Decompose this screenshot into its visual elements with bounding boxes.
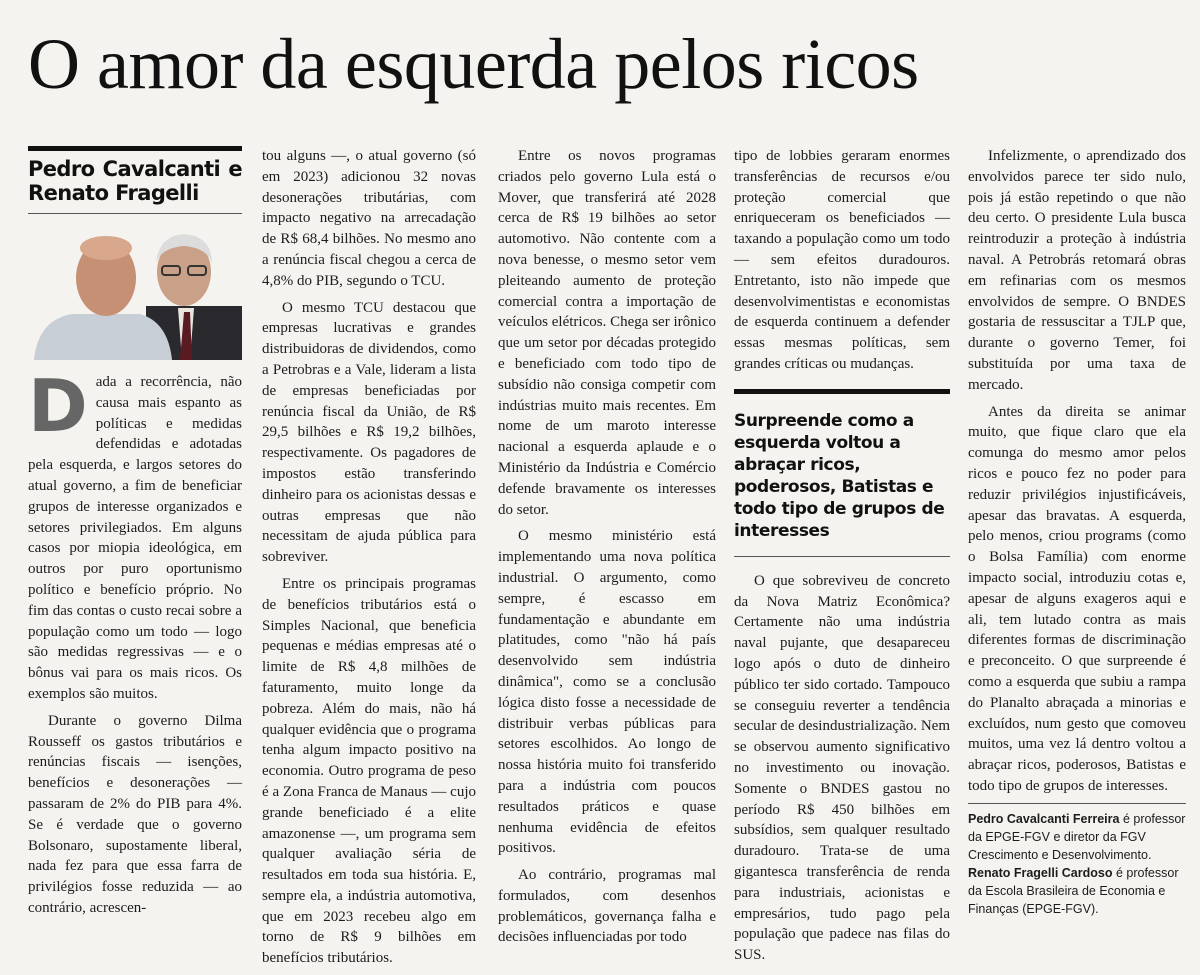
column-5 [968,146,1186,918]
paragraph [28,364,242,705]
pull-quote-text: Surpreende como a esquerda voltou a abraçar ricos, poderosos, Batistas e todo tipo de grupos de interesses [734,410,945,541]
paragraph: Infelizmente, o aprendizado dos envolvidos parece ter sido nulo, pois já estão repetindo o que não deu certo. O presidente Lula busca reintroduzir a proteção à indústria naval. A Petrobrás retomará obras em refinarias com os mesmos envolvidos de sempre. O BNDES gostaria de ressuscitar a TJLP que, durante o governo Temer, foi substituída por uma taxa de mercado. [968,148,1186,393]
author-bio [968,864,1186,918]
divider [28,213,242,214]
authors-photo-graphic [28,224,242,360]
paragraph: O mesmo ministério está implementando uma nova política industrial. O argumento, como sempre, é escasso em fundamentação e abundante em platitudes, como "não há país desenvolvido sem indústria dinâmica", como se a conclusão lógica disto fosse a necessidade de distribuir verbas públicas para setores escolhidos. Ao longo de nossa história muito foi transferido para a indústria com poucos resultados práticos e quase nenhuma evidência de efeitos positivos. [498,528,716,857]
author-name: Pedro Cavalcanti Ferreira [968,811,1120,826]
paragraph: tipo de lobbies geraram enormes transferências de recursos e/ou proteção comercial que enriqueceram os beneficiados — taxando a população como um todo — sem efeitos duradouros. Entretanto, isto não impede que desenvolvimentistas e economistas de esquerda continuem a defender essas mesmas políticas, sem grandes críticas ou mudanças. [734,148,950,372]
paragraph-text: ada a recorrência, não causa mais espanto as políticas e medidas defendidas e adotadas pela esquerda, e largos setores do atual governo, a fim de beneficiar grupos de interesse organizados e setores privilegiados. Em alguns casos por miopia ideológica, em outros por puro oportunismo político e benefício próprio. No fim das contas o custo recai sobre a população como um todo — logo são medidas regressivas — e o bônus vai para os mais ricos. Os exemplos são muitos. [28,374,242,702]
paragraph: O mesmo TCU destacou que empresas lucrativas e grandes distribuidoras de dividendos, como a Petrobras e a Vale, lideram a lista de empresas beneficiadas por renúncia fiscal da União, de R$ 29,5 bilhões e R$ 19,2 bilhões, respectivamente. Os pagadores de impostos estão transferindo dinheiro para os acionistas dessas e outras empresas que não necessitam de ajuda pública para sobreviver. [262,299,476,566]
column-4 [734,146,950,972]
drop-cap: D [28,364,88,448]
author-name: Renato Fragelli Cardoso [968,865,1113,880]
paragraph: tou alguns —, o atual governo (só em 2023) adicionou 32 novas desonerações tributárias, com impacto negativo na arrecadação de R$ 68,4 bilhões. No mesmo ano a renúncia fiscal chegou a cerca de 4,8% do PIB, segundo o TCU. [262,148,476,289]
author-bio-text: é professor da Escola Brasileira de Economia e Finanças (EPGE-FGV). [968,865,1179,916]
pull-quote [734,389,950,557]
author-bio [968,810,1186,864]
authors-photo [28,224,242,360]
column-3 [498,146,716,954]
author-bios [968,803,1186,918]
paragraph: Entre os principais programas de benefícios tributários está o Simples Nacional, que beneficia pequenas e médias empresas até o limite de R$ 4,8 milhões de faturamento, muito longe da pobreza. Além do mais, não há qualquer evidência que o programa tenha algum impacto positivo na economia. Outro programa de peso é a Zona Franca de Manaus — cujo grande beneficiado é a elite amazonense —, um programa sem qualquer avaliação séria de resultados em toda sua história. E, sempre ela, a indústria automotiva, que em 2023 recebeu algo em torno de R$ 9 bilhões em benefícios tributários. [262,575,476,967]
column-2 [262,146,476,975]
author-bio-text: é professor da EPGE-FGV e diretor da FGV Crescimento e Desenvolvimento. [968,811,1186,862]
paragraph: Ao contrário, programas mal formulados, com desenhos problemáticos, governança falha e decisões influenciadas por todo [498,867,716,946]
article-title: O amor da esquerda pelos ricos [28,24,919,104]
paragraph: Durante o governo Dilma Rousseff os gastos tributários e renúncias fiscais — isenções, benefícios e desonerações — passaram de 2% do PIB para 4%. Se é verdade que o governo Bolsonaro, supostamente liberal, nada fez para que essa farra de privilégios fosse reduzida — ao contrário, acrescen- [28,712,242,916]
paragraph: O que sobreviveu de concreto da Nova Matriz Econômica? Certamente não uma indústria naval pujante, que desapareceu logo após o duto de dinheiro público ter sido cortado. Tampouco se conseguiu reverter a tendência secular de desindustrialização. Nem se observou aumento significativo no investimento ou inovação. Somente o BNDES gastou no período R$ 450 bilhões em subsídios, sem qualquer resultado duradouro. Trata-se de uma gigantesca transferência de renda para industriais, acionistas e empresários, tudo pago pela população que padece nas filas do SUS. [734,572,950,964]
column-1 [28,146,242,925]
authors-heading: Pedro Cavalcanti e Renato Fragelli [28,157,242,205]
header-rule [28,146,242,151]
paragraph: Antes da direita se animar muito, que fique claro que ela comunga do mesmo amor pelos ricos e pouco fez no poder para reduzir privilégios injustificáveis, apesar das bravatas. A esquerda, pelo menos, criou programs (como o Bolsa Família) com enorme impacto social, introduziu cotas e, apesar de alguns exageros aqui e ali, tem lutado contra as mais diferentes formas de discriminação e preconceito. O que surpreende é como a esquerda que subiu a rampa do Planalto abraçada a minorias e excluídos, num gesto que comoveu muitos, uma vez lá dentro voltou a abraçar ricos, poderosos, Batistas e todo tipo de grupos de interesses. [968,403,1186,794]
paragraph: Entre os novos programas criados pelo governo Lula está o Mover, que transferirá até 2028 cerca de R$ 19 bilhões ao setor automotivo. Não contente com a nova benesse, o mesmo setor vem pleiteando aumento de proteção comercial contra a importação de veículos elétricos. Chega ser irônico que um setor por décadas protegido e beneficiado com todo tipo de subsídio não consiga competir com indústrias muito mais recentes. Em nome de um maroto interesse nacional a esquerda aplaude e o Ministério da Indústria e Comércio defende bravamente os interesses do setor. [498,148,716,518]
